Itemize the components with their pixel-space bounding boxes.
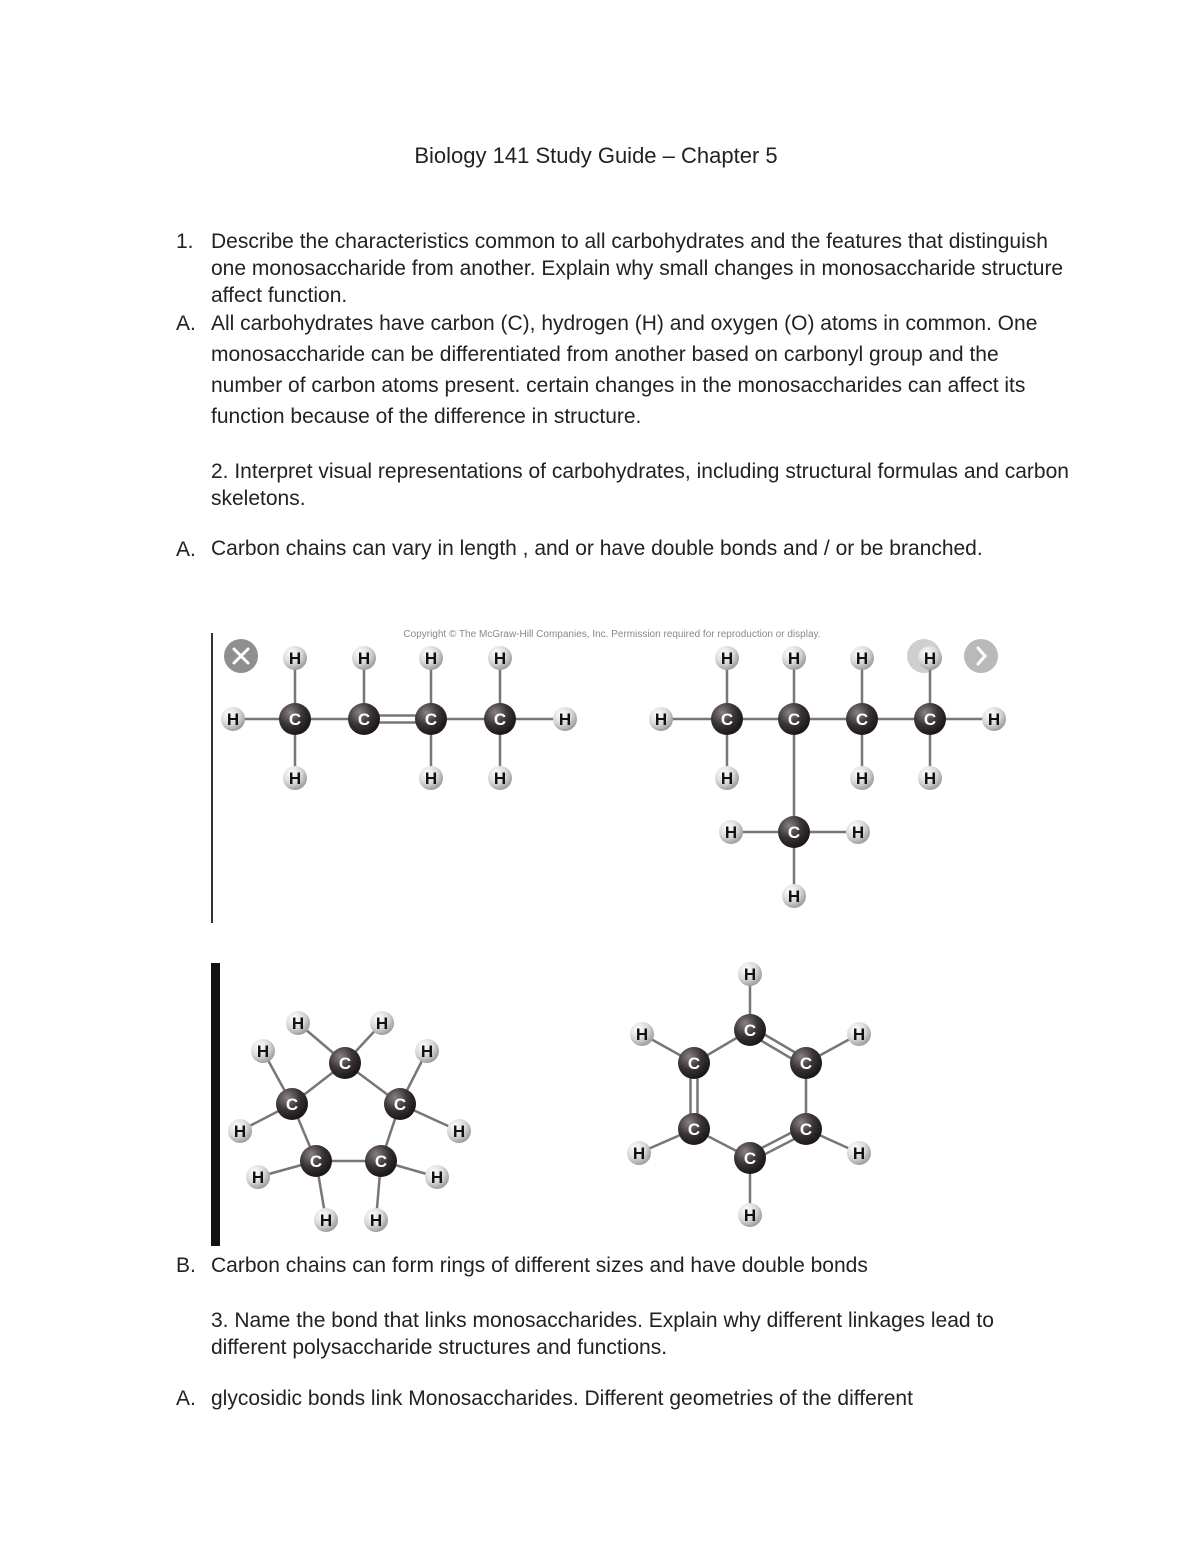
atom-spheres — [221, 646, 1006, 1232]
question-2-text: 2. Interpret visual representations of carbohydrates, including structural formulas and carbon skeletons. — [211, 460, 1069, 510]
figure-divider-top — [211, 633, 213, 923]
hydrogen-label: H — [724, 823, 738, 842]
hydrogen-label: H — [430, 1168, 444, 1187]
answer-3-text: glycosidic bonds link Monosaccharides. Different geometries of the different — [211, 1387, 913, 1410]
hydrogen-label: H — [855, 649, 869, 668]
answer-3-marker: A. — [176, 1387, 196, 1410]
answer-2b-marker: B. — [176, 1254, 196, 1277]
carbon-label: C — [357, 710, 371, 729]
carbon-label: C — [493, 710, 507, 729]
hydrogen-label: H — [720, 769, 734, 788]
hydrogen-label: H — [493, 649, 507, 668]
answer-2a-marker: A. — [176, 538, 196, 561]
carbon-label: C — [374, 1152, 388, 1171]
hydrogen-label: H — [787, 887, 801, 906]
hydrogen-label: H — [743, 965, 757, 984]
hydrogen-label: H — [720, 649, 734, 668]
carbon-label: C — [687, 1120, 701, 1139]
hydrogen-label: H — [424, 769, 438, 788]
carbon-label: C — [787, 823, 801, 842]
carbon-label: C — [393, 1095, 407, 1114]
hydrogen-label: H — [493, 769, 507, 788]
hydrogen-label: H — [375, 1014, 389, 1033]
molecule-isopentane — [649, 646, 1006, 908]
hydrogen-label: H — [654, 710, 668, 729]
hydrogen-label: H — [420, 1042, 434, 1061]
hydrogen-label: H — [632, 1144, 646, 1163]
carbon-label: C — [687, 1054, 701, 1073]
hydrogen-label: H — [452, 1122, 466, 1141]
hydrogen-label: H — [635, 1025, 649, 1044]
carbon-label: C — [424, 710, 438, 729]
hydrogen-label: H — [787, 649, 801, 668]
answer-2b-text: Carbon chains can form rings of different sizes and have double bonds — [211, 1254, 868, 1277]
hydrogen-label: H — [987, 710, 1001, 729]
answer-1-text: All carbohydrates have carbon (C), hydrogen (H) and oxygen (O) atoms in common. One monosaccharide can be differentiated from another based on carbonyl group and the number of carbon atoms present. certain changes in the monosaccharides can affect its function because of the difference in structure. — [211, 312, 1038, 428]
carbon-label: C — [799, 1120, 813, 1139]
hydrogen-label: H — [369, 1211, 383, 1230]
carbon-label: C — [799, 1054, 813, 1073]
hydrogen-label: H — [319, 1211, 333, 1230]
figure-divider-bottom — [211, 963, 220, 1246]
hydrogen-label: H — [226, 710, 240, 729]
hydrogen-label: H — [743, 1206, 757, 1225]
carbon-label: C — [923, 710, 937, 729]
hydrogen-label: H — [852, 1144, 866, 1163]
page-title: Biology 141 Study Guide – Chapter 5 — [414, 143, 778, 168]
question-1-number: 1. — [176, 230, 194, 253]
carbon-label: C — [338, 1054, 352, 1073]
hydrogen-label: H — [923, 649, 937, 668]
hydrogen-label: H — [852, 1025, 866, 1044]
carbon-label: C — [855, 710, 869, 729]
hydrogen-label: H — [291, 1014, 305, 1033]
question-1-text: Describe the characteristics common to all carbohydrates and the features that distinguish one monosaccharide from another. Explain why small changes in monosaccharide structure affect function. — [211, 230, 1064, 307]
answer-2a-text: Carbon chains can vary in length , and or have double bonds and / or be branched. — [211, 537, 983, 560]
hydrogen-label: H — [558, 710, 572, 729]
hydrogen-label: H — [851, 823, 865, 842]
hydrogen-label: H — [288, 769, 302, 788]
hydrogen-label: H — [923, 769, 937, 788]
molecule-cyclopentane — [228, 1011, 471, 1232]
carbon-label: C — [743, 1149, 757, 1168]
carbon-label: C — [720, 710, 734, 729]
hydrogen-label: H — [233, 1122, 247, 1141]
hydrogen-label: H — [288, 649, 302, 668]
bond-lines — [233, 658, 994, 1220]
answer-1-marker: A. — [176, 312, 196, 335]
next-button[interactable] — [964, 639, 998, 673]
carbon-label: C — [285, 1095, 299, 1114]
carbon-label: C — [787, 710, 801, 729]
hydrogen-label: H — [424, 649, 438, 668]
hydrogen-label: H — [256, 1042, 270, 1061]
close-button[interactable] — [224, 639, 258, 673]
hydrogen-label: H — [251, 1168, 265, 1187]
hydrogen-label: H — [357, 649, 371, 668]
carbon-label: C — [743, 1021, 757, 1040]
question-3-text: 3. Name the bond that links monosaccharides. Explain why different linkages lead to different polysaccharide structures and functions. — [211, 1309, 994, 1359]
figure-copyright: Copyright © The McGraw-Hill Companies, Inc. Permission required for reproduction or display. — [403, 629, 821, 640]
carbon-label: C — [309, 1152, 323, 1171]
carbon-label: C — [288, 710, 302, 729]
hydrogen-label: H — [855, 769, 869, 788]
